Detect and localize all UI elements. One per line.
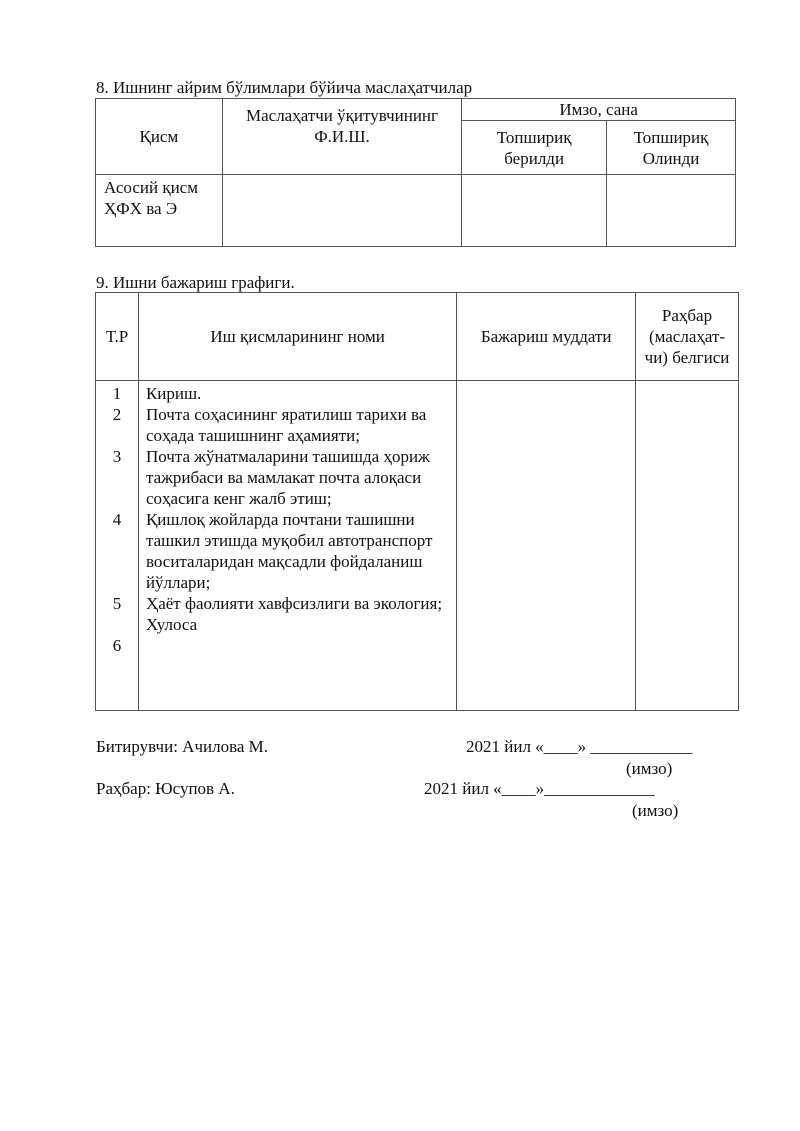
row-part: Асосий қисм ҲФХ ва Э xyxy=(96,175,223,247)
consultants-table xyxy=(95,98,736,247)
supervisor-signature-caption: (имзо) xyxy=(632,801,679,820)
header-consultant: Маслаҳатчи ўқитувчининг Ф.И.Ш. xyxy=(222,99,462,175)
item-num: 3 xyxy=(112,447,122,466)
graduate-date-line: 2021 йил «____» ____________ xyxy=(466,737,693,756)
item-num: 6 xyxy=(112,636,122,655)
header-tr: Т.Р xyxy=(96,293,139,381)
item-num: 5 xyxy=(112,594,122,613)
section-9-title: 9. Ишни бажариш графиги. xyxy=(96,273,295,292)
header-task-received: Топшириқ Олинди xyxy=(607,121,736,175)
deadline-cell xyxy=(457,381,636,711)
section-8-title: 8. Ишнинг айрим бўлимлари бўйича маслаҳатчилар xyxy=(96,78,473,97)
item-name: Ҳаёт фаолияти хавфсизлиги ва экология; xyxy=(145,594,443,613)
item-name: Қишлоқ жойларда почтани ташишни ташкил этишда муқобил автотранспорт воситаларидан мақсадли фойдаланиш йўллари; xyxy=(145,510,433,592)
header-task-given: Топшириқ берилди xyxy=(462,121,607,175)
row-task-given xyxy=(462,175,607,247)
item-num: 1 xyxy=(112,384,122,403)
header-name: Иш қисмларининг номи xyxy=(138,293,456,381)
row-task-received xyxy=(607,175,736,247)
schedule-table xyxy=(95,292,739,711)
graduate-label: Битирувчи: Ачилова М. xyxy=(96,737,269,756)
header-part: Қисм xyxy=(96,99,223,175)
item-name: Кириш. xyxy=(145,384,202,403)
header-supervisor-mark: Раҳбар (маслаҳат-чи) белгиси xyxy=(636,293,739,381)
header-sign-date: Имзо, сана xyxy=(462,99,736,121)
item-numbers xyxy=(96,381,139,711)
table-row xyxy=(96,175,736,247)
item-num: 2 xyxy=(112,405,122,424)
graduate-signature-caption: (имзо) xyxy=(626,759,673,778)
supervisor-date-line: 2021 йил «____»_____________ xyxy=(424,779,655,798)
table-row xyxy=(96,381,739,711)
supervisor-label: Раҳбар: Юсупов А. xyxy=(96,779,235,798)
row-consultant xyxy=(222,175,462,247)
item-name: Почта жўнатмаларини ташишда ҳориж тажрибаси ва мамлакат почта алоқаси соҳасига кенг жалб этиш; xyxy=(145,447,430,508)
item-names xyxy=(138,381,456,711)
supervisor-mark-cell xyxy=(636,381,739,711)
header-deadline: Бажариш муддати xyxy=(457,293,636,381)
item-num: 4 xyxy=(112,510,122,529)
item-name: Почта соҳасининг яратилиш тарихи ва соҳада ташишнинг аҳамияти; xyxy=(145,405,427,445)
item-name: Хулоса xyxy=(145,615,198,634)
